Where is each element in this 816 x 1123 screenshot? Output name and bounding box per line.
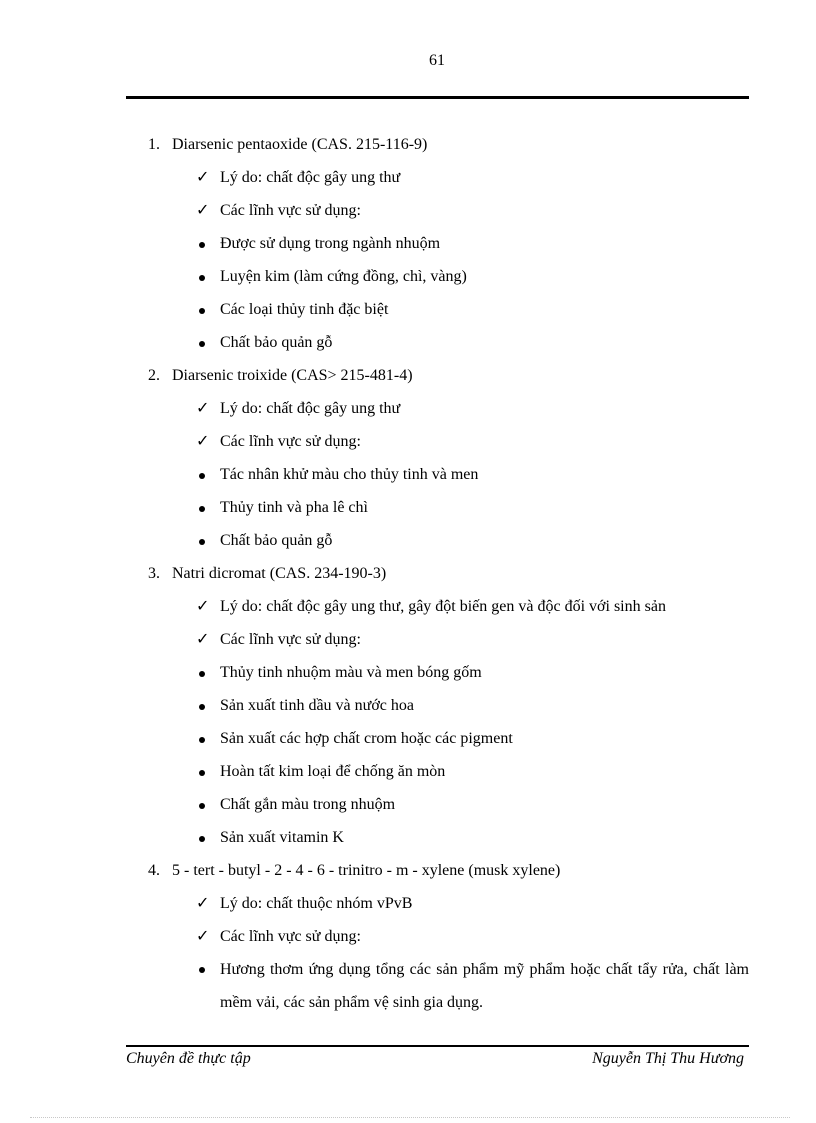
page-bottom-edge bbox=[30, 1117, 790, 1118]
bullet-dot-icon bbox=[199, 341, 205, 347]
entry-title bbox=[148, 562, 749, 595]
list-item-text: Các loại thủy tinh đặc biệt bbox=[220, 301, 389, 318]
list-item-text: Chất gắn màu trong nhuộm bbox=[220, 796, 396, 813]
list-item bbox=[148, 694, 749, 727]
footer-right-text: Nguyễn Thị Thu Hương bbox=[592, 1050, 744, 1067]
list-item-text: Sản xuất tinh dầu và nước hoa bbox=[220, 697, 414, 714]
check-mark-icon: ✓ bbox=[196, 169, 210, 186]
bullet-dot-icon bbox=[199, 473, 205, 479]
entry-number: 2. bbox=[148, 367, 160, 384]
entry-number: 3. bbox=[148, 565, 160, 582]
list-item-text: Lý do: chất thuộc nhóm vPvB bbox=[220, 895, 413, 912]
check-mark-icon: ✓ bbox=[196, 433, 210, 450]
list-item-text: Các lĩnh vực sử dụng: bbox=[220, 928, 361, 945]
check-mark-icon: ✓ bbox=[196, 202, 210, 219]
footer-rule bbox=[126, 1045, 749, 1047]
footer-left-text: Chuyên đề thực tập bbox=[126, 1050, 251, 1067]
bullet-dot-icon bbox=[199, 737, 205, 743]
list-item bbox=[148, 298, 749, 331]
list-item bbox=[148, 661, 749, 694]
list-item-text: Các lĩnh vực sử dụng: bbox=[220, 433, 361, 450]
list-item-text: Chất bảo quản gỗ bbox=[220, 532, 333, 549]
list-item bbox=[148, 595, 749, 628]
list-item bbox=[148, 331, 749, 364]
bullet-dot-icon bbox=[199, 803, 205, 809]
list-item bbox=[148, 166, 749, 199]
check-mark-icon: ✓ bbox=[196, 895, 210, 912]
check-mark-icon: ✓ bbox=[196, 631, 210, 648]
entry-number: 4. bbox=[148, 862, 160, 879]
list-item-text: Lý do: chất độc gây ung thư, gây đột biến gen và độc đối với sinh sản bbox=[220, 598, 666, 615]
list-item-text: Lý do: chất độc gây ung thư bbox=[220, 400, 401, 417]
list-item-text: Chất bảo quản gỗ bbox=[220, 334, 333, 351]
list-item bbox=[148, 892, 749, 925]
bullet-dot-icon bbox=[199, 242, 205, 248]
list-item-text: Thủy tinh nhuộm màu và men bóng gốm bbox=[220, 664, 482, 681]
list-item bbox=[148, 529, 749, 562]
bullet-dot-icon bbox=[199, 539, 205, 545]
entry-title-text: Diarsenic troixide (CAS> 215-481-4) bbox=[172, 367, 413, 384]
list-item-text: Được sử dụng trong ngành nhuộm bbox=[220, 235, 441, 252]
list-item bbox=[148, 628, 749, 661]
bullet-dot-icon bbox=[199, 967, 205, 973]
entry-number: 1. bbox=[148, 136, 160, 153]
list-item-text: Luyện kim (làm cứng đồng, chì, vàng) bbox=[220, 268, 467, 285]
document-body bbox=[148, 133, 749, 1019]
list-item bbox=[148, 199, 749, 232]
entry-title bbox=[148, 859, 749, 892]
bullet-dot-icon bbox=[199, 275, 205, 281]
bullet-dot-icon bbox=[199, 836, 205, 842]
list-item bbox=[148, 496, 749, 529]
list-item bbox=[148, 727, 749, 760]
list-item-text: Hương thơm ứng dụng tổng các sản phẩm mỹ phẩm hoặc chất tẩy rửa, chất làm mềm vải, các sản phẩm vệ sinh gia dụng. bbox=[220, 961, 749, 1011]
entry-title-text: Natri dicromat (CAS. 234-190-3) bbox=[172, 565, 387, 582]
list-item-text: Hoàn tất kim loại để chống ăn mòn bbox=[220, 763, 446, 780]
list-item-text: Thủy tinh và pha lê chì bbox=[220, 499, 368, 516]
list-item-text: Sản xuất vitamin K bbox=[220, 829, 344, 846]
list-item bbox=[148, 430, 749, 463]
entry-title-text: Diarsenic pentaoxide (CAS. 215-116-9) bbox=[172, 136, 428, 153]
list-item bbox=[148, 826, 749, 859]
list-item-text: Tác nhân khử màu cho thủy tinh và men bbox=[220, 466, 479, 483]
list-item bbox=[148, 953, 749, 1019]
list-item bbox=[148, 463, 749, 496]
check-mark-icon: ✓ bbox=[196, 598, 210, 615]
check-mark-icon: ✓ bbox=[196, 928, 210, 945]
entry-title-text: 5 - tert - butyl - 2 - 4 - 6 - trinitro - m - xylene (musk xylene) bbox=[172, 862, 561, 879]
check-mark-icon: ✓ bbox=[196, 400, 210, 417]
list-item-text: Các lĩnh vực sử dụng: bbox=[220, 631, 361, 648]
list-item bbox=[148, 232, 749, 265]
bullet-dot-icon bbox=[199, 671, 205, 677]
page-number: 61 bbox=[429, 52, 445, 69]
list-item-text: Lý do: chất độc gây ung thư bbox=[220, 169, 401, 186]
list-item bbox=[148, 793, 749, 826]
entry-title bbox=[148, 133, 749, 166]
header-rule bbox=[126, 96, 749, 99]
list-item bbox=[148, 760, 749, 793]
bullet-dot-icon bbox=[199, 308, 205, 314]
list-item-text: Các lĩnh vực sử dụng: bbox=[220, 202, 361, 219]
bullet-dot-icon bbox=[199, 704, 205, 710]
bullet-dot-icon bbox=[199, 506, 205, 512]
bullet-dot-icon bbox=[199, 770, 205, 776]
list-item-text: Sản xuất các hợp chất crom hoặc các pigment bbox=[220, 730, 513, 747]
list-item bbox=[148, 265, 749, 298]
list-item bbox=[148, 397, 749, 430]
entry-title bbox=[148, 364, 749, 397]
